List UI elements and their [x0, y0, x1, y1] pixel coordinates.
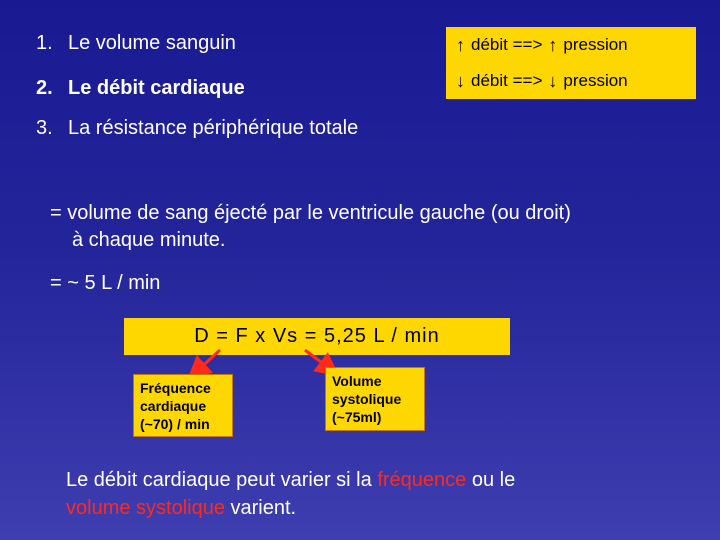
conclusion-text: ou le: [466, 469, 516, 491]
list-number: 2.: [36, 77, 53, 99]
list-label: Le volume sanguin: [68, 32, 236, 54]
volume-line-3: (~75ml): [332, 409, 382, 425]
definition-line-1: = volume de sang éjecté par le ventricule gauche (ou droit): [50, 202, 571, 224]
arrow-to-frequency-icon: [196, 350, 220, 372]
list-number: 3.: [36, 117, 53, 139]
conclusion-highlight-frequency: fréquence: [377, 469, 467, 491]
relation-result: pression: [563, 35, 628, 54]
volume-line-1: Volume: [332, 373, 382, 389]
volume-line-2: systolique: [332, 391, 402, 407]
arrow-up-icon: ↑: [548, 34, 558, 55]
list-label: La résistance périphérique totale: [68, 117, 359, 139]
arrow-up-icon: ↑: [456, 34, 465, 55]
formula-box: D = F x Vs = 5,25 L / min: [124, 318, 510, 355]
frequency-box: [133, 374, 233, 437]
frequency-line-1: Fréquence: [140, 380, 211, 396]
list-number: 1.: [36, 32, 53, 54]
arrow-down-icon: ↓: [548, 70, 558, 91]
frequency-line-2: cardiaque: [140, 398, 207, 414]
frequency-line-3: (~70) / min: [140, 416, 210, 432]
relation-result: pression: [563, 71, 628, 90]
definition-line-2: à chaque minute.: [72, 229, 226, 251]
cardiac-output-value: = ~ 5 L / min: [50, 272, 161, 294]
list-label: Le débit cardiaque: [68, 77, 245, 99]
arrow-down-icon: ↓: [456, 70, 465, 91]
conclusion-text: Le débit cardiaque peut varier si la: [66, 469, 378, 491]
conclusion: [66, 466, 686, 522]
conclusion-text: varient.: [224, 497, 297, 519]
relation-text: débit ==>: [471, 71, 543, 90]
relation-text: débit ==>: [471, 35, 543, 54]
volume-box: [325, 367, 425, 431]
conclusion-highlight-volume: volume systolique: [66, 497, 225, 519]
